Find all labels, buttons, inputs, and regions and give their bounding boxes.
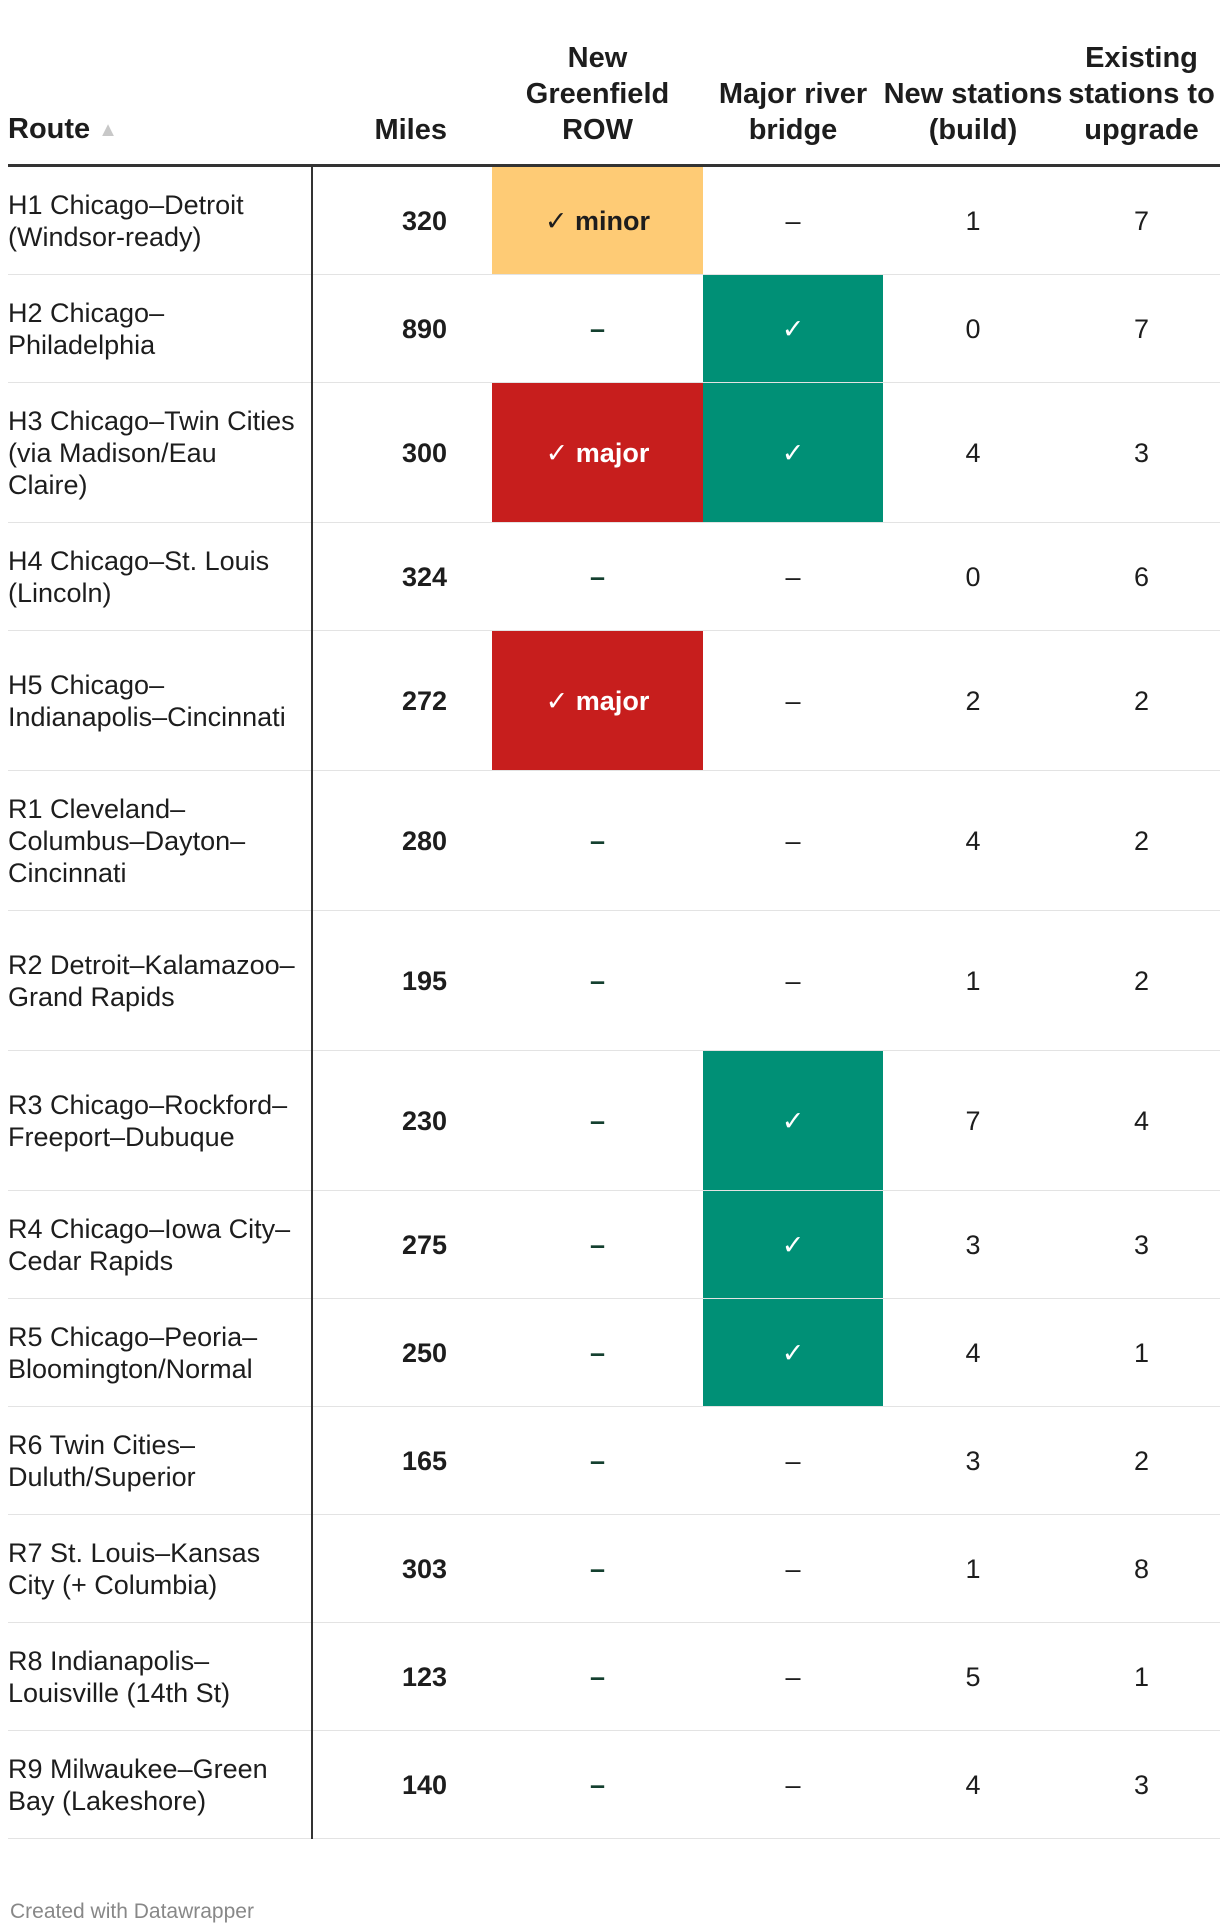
cell-bridge: – (703, 1623, 883, 1731)
cell-miles: 250 (312, 1299, 492, 1407)
cell-bridge: – (703, 166, 883, 275)
cell-route: H1 Chicago–Detroit (Windsor-ready) (8, 166, 312, 275)
cell-greenfield: ✓ major (492, 631, 703, 771)
table-row (8, 1515, 1220, 1623)
cell-bridge: ✓ (703, 275, 883, 383)
cell-greenfield: – (492, 1623, 703, 1731)
cell-route: R3 Chicago–Rockford–Freeport–Dubuque (8, 1051, 312, 1191)
cell-route: R1 Cleveland–Columbus–Dayton–Cincinnati (8, 771, 312, 911)
cell-new-stations: 0 (883, 523, 1063, 631)
cell-route: R2 Detroit–Kalamazoo–Grand Rapids (8, 911, 312, 1051)
cell-route: R6 Twin Cities–Duluth/Superior (8, 1407, 312, 1515)
cell-existing-stations: 7 (1063, 275, 1220, 383)
cell-miles: 280 (312, 771, 492, 911)
cell-miles: 890 (312, 275, 492, 383)
cell-route: H4 Chicago–St. Louis (Lincoln) (8, 523, 312, 631)
header-row (8, 40, 1220, 166)
table-row (8, 523, 1220, 631)
cell-existing-stations: 3 (1063, 383, 1220, 523)
cell-miles: 320 (312, 166, 492, 275)
cell-existing-stations: 7 (1063, 166, 1220, 275)
cell-greenfield: ✓ minor (492, 166, 703, 275)
table-row (8, 1623, 1220, 1731)
table-row (8, 275, 1220, 383)
cell-bridge: ✓ (703, 383, 883, 523)
cell-greenfield: – (492, 911, 703, 1051)
cell-existing-stations: 8 (1063, 1515, 1220, 1623)
cell-miles: 300 (312, 383, 492, 523)
cell-route: H2 Chicago–Philadelphia (8, 275, 312, 383)
cell-bridge: ✓ (703, 1299, 883, 1407)
cell-bridge: – (703, 911, 883, 1051)
cell-greenfield: – (492, 1051, 703, 1191)
column-header-bridge[interactable]: Major river bridge (703, 40, 883, 166)
cell-miles: 324 (312, 523, 492, 631)
cell-route: R7 St. Louis–Kansas City (+ Columbia) (8, 1515, 312, 1623)
routes-table (8, 40, 1220, 1839)
cell-miles: 165 (312, 1407, 492, 1515)
column-header-route[interactable] (8, 40, 312, 166)
cell-new-stations: 4 (883, 1299, 1063, 1407)
cell-existing-stations: 2 (1063, 631, 1220, 771)
cell-new-stations: 5 (883, 1623, 1063, 1731)
column-header-label: Route (8, 113, 91, 145)
table-row (8, 383, 1220, 523)
cell-existing-stations: 6 (1063, 523, 1220, 631)
cell-greenfield: – (492, 771, 703, 911)
cell-bridge: – (703, 1731, 883, 1839)
cell-greenfield: – (492, 1407, 703, 1515)
cell-miles: 272 (312, 631, 492, 771)
cell-new-stations: 4 (883, 1731, 1063, 1839)
cell-bridge: – (703, 1407, 883, 1515)
column-header-greenfield[interactable]: New Greenfield ROW (492, 40, 703, 166)
cell-existing-stations: 1 (1063, 1623, 1220, 1731)
cell-greenfield: – (492, 523, 703, 631)
cell-new-stations: 3 (883, 1407, 1063, 1515)
table-row (8, 1191, 1220, 1299)
cell-bridge: – (703, 523, 883, 631)
cell-route: R9 Milwaukee–Green Bay (Lakeshore) (8, 1731, 312, 1839)
cell-existing-stations: 4 (1063, 1051, 1220, 1191)
cell-existing-stations: 1 (1063, 1299, 1220, 1407)
cell-existing-stations: 2 (1063, 771, 1220, 911)
cell-greenfield: – (492, 275, 703, 383)
column-header-existing-stations[interactable]: Existing stations to upgrade (1063, 40, 1220, 166)
table-body (8, 166, 1220, 1839)
cell-route: H5 Chicago–Indianapolis–Cincinnati (8, 631, 312, 771)
table-row (8, 166, 1220, 275)
cell-route: R8 Indianapolis–Louisville (14th St) (8, 1623, 312, 1731)
cell-greenfield: – (492, 1731, 703, 1839)
cell-miles: 230 (312, 1051, 492, 1191)
cell-miles: 123 (312, 1623, 492, 1731)
cell-existing-stations: 2 (1063, 911, 1220, 1051)
table-row (8, 1299, 1220, 1407)
cell-bridge: ✓ (703, 1051, 883, 1191)
table-row (8, 1407, 1220, 1515)
column-header-new-stations[interactable]: New stations (build) (883, 40, 1063, 166)
cell-greenfield: – (492, 1515, 703, 1623)
cell-route: R5 Chicago–Peoria–Bloomington/Normal (8, 1299, 312, 1407)
column-header-miles[interactable]: Miles (312, 40, 492, 166)
cell-new-stations: 0 (883, 275, 1063, 383)
cell-new-stations: 1 (883, 166, 1063, 275)
cell-route: H3 Chicago–Twin Cities (via Madison/Eau Claire) (8, 383, 312, 523)
cell-route: R4 Chicago–Iowa City–Cedar Rapids (8, 1191, 312, 1299)
cell-miles: 303 (312, 1515, 492, 1623)
cell-miles: 195 (312, 911, 492, 1051)
table-row (8, 771, 1220, 911)
cell-new-stations: 1 (883, 1515, 1063, 1623)
cell-existing-stations: 3 (1063, 1731, 1220, 1839)
cell-bridge: – (703, 631, 883, 771)
cell-bridge: – (703, 1515, 883, 1623)
table-row (8, 1731, 1220, 1839)
cell-new-stations: 4 (883, 383, 1063, 523)
cell-new-stations: 7 (883, 1051, 1063, 1191)
cell-new-stations: 3 (883, 1191, 1063, 1299)
cell-greenfield: ✓ major (492, 383, 703, 523)
cell-greenfield: – (492, 1191, 703, 1299)
table-row (8, 1051, 1220, 1191)
cell-new-stations: 1 (883, 911, 1063, 1051)
cell-bridge: ✓ (703, 1191, 883, 1299)
table-row (8, 631, 1220, 771)
cell-miles: 140 (312, 1731, 492, 1839)
footer-credit[interactable]: Created with Datawrapper (10, 1900, 254, 1923)
table-row (8, 911, 1220, 1051)
sort-ascending-icon[interactable]: ▲ (98, 119, 118, 141)
cell-greenfield: – (492, 1299, 703, 1407)
cell-miles: 275 (312, 1191, 492, 1299)
cell-existing-stations: 2 (1063, 1407, 1220, 1515)
cell-bridge: – (703, 771, 883, 911)
cell-existing-stations: 3 (1063, 1191, 1220, 1299)
cell-new-stations: 2 (883, 631, 1063, 771)
cell-new-stations: 4 (883, 771, 1063, 911)
